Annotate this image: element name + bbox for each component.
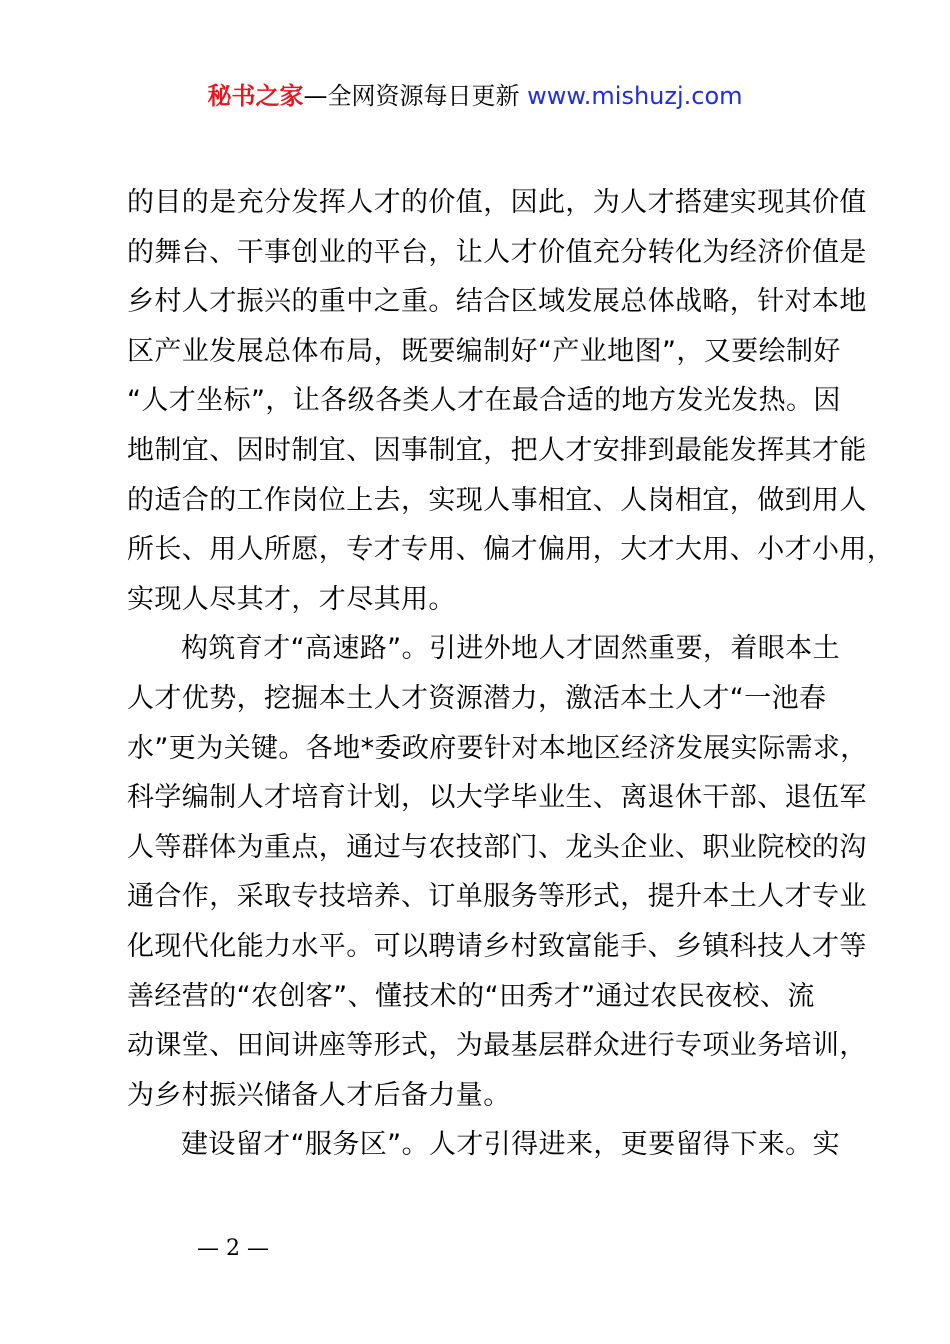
site-brand: 秘书之家 [207, 82, 304, 110]
text-line: 所长、用人所愿，专才专用、偏才偏用，大才大用、小才小用， [127, 534, 895, 566]
text-line: “人才坐标”，让各级各类人才在最合适的地方发光发热。因 [127, 385, 841, 417]
text-line: 的适合的工作岗位上去，实现人事相宜、人岗相宜，做到用人 [127, 484, 867, 516]
text-line: 通合作，采取专技培养、订单服务等形式，提升本土人才专业 [127, 881, 867, 913]
text-line: 区产业发展总体布局，既要编制好“产业地图”，又要绘制好 [127, 335, 841, 367]
site-tagline: —全网资源每日更新 [303, 82, 528, 110]
page-number: — 2 — [197, 1236, 269, 1261]
text-line: 实现人尽其才，才尽其用。 [127, 583, 456, 615]
site-header [0, 82, 950, 110]
text-line: 的目的是充分发挥人才的价值，因此，为人才搭建实现其价值 [127, 187, 867, 218]
text-line: 动课堂、田间讲座等形式，为最基层群众进行专项业务培训， [127, 1030, 867, 1062]
text-line: 的舞台、干事创业的平台，让人才价值充分转化为经济价值是 [127, 236, 867, 268]
text-line: 人等群体为重点，通过与农技部门、龙头企业、职业院校的沟 [127, 831, 867, 863]
text-line: 地制宜、因时制宜、因事制宜，把人才安排到最能发挥其才能 [127, 434, 867, 466]
text-line: 化现代化能力水平。可以聘请乡村致富能手、乡镇科技人才等 [127, 930, 867, 962]
document-body [127, 184, 895, 1176]
text-line: 善经营的“农创客”、懂技术的“田秀才”通过农民夜校、流 [127, 980, 815, 1012]
text-line: 为乡村振兴储备人才后备力量。 [127, 1079, 511, 1111]
paragraph-first-line: 建设留才“服务区”。人才引得进来，更要留得下来。实 [181, 1129, 840, 1161]
text-line: 水”更为关键。各地*委政府要针对本地区经济发展实际需求， [127, 732, 868, 764]
site-url-link[interactable]: www.mishuzj.com [527, 82, 743, 110]
text-line: 人才优势，挖掘本土人才资源潜力，激活本土人才“一池春 [127, 682, 827, 714]
paragraph-first-line: 构筑育才“高速路”。引进外地人才固然重要，着眼本土 [181, 633, 840, 665]
text-line: 乡村人才振兴的重中之重。结合区域发展总体战略，针对本地 [127, 286, 867, 318]
text-line: 科学编制人才培育计划，以大学毕业生、离退休干部、退伍军 [127, 782, 867, 814]
